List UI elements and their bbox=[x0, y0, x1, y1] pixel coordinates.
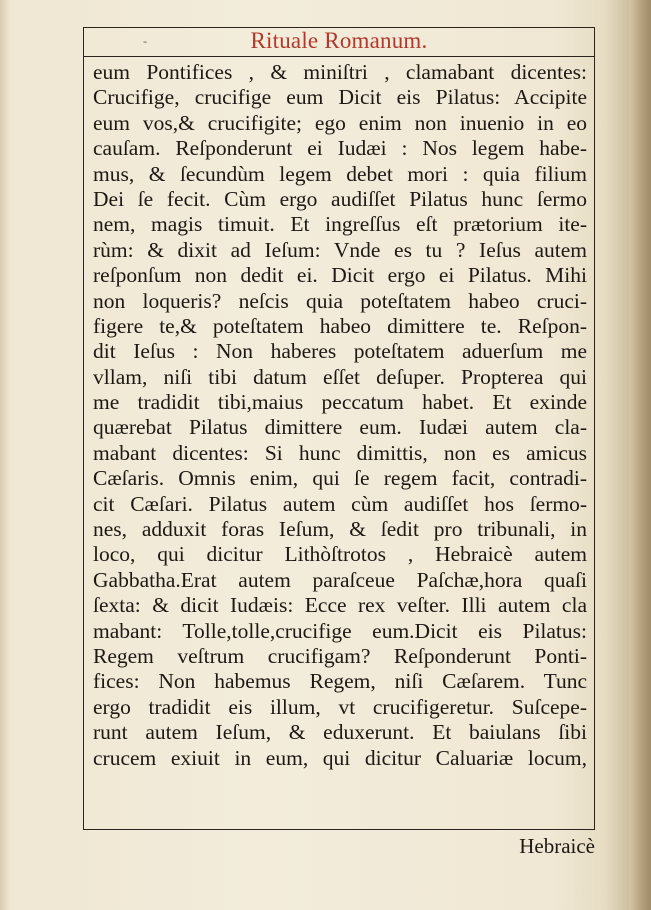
text-line: me tradidit tibi,maius peccatum habet. Et exinde bbox=[93, 390, 587, 415]
text-line: fices: Non habemus Regem, niſi Cæſarem. Tunc bbox=[93, 669, 587, 694]
text-line: Cæſaris. Omnis enim, qui ſe regem facit, contradi- bbox=[93, 466, 587, 491]
text-line: runt autem Ieſum, & eduxerunt. Et baiulans ſibi bbox=[93, 720, 587, 745]
text-line: mabant: Tolle,tolle,crucifige eum.Dicit eis Pilatus: bbox=[93, 618, 587, 643]
header-rule-bottom bbox=[83, 56, 595, 57]
text-line: Regem veſtrum crucifigam? Reſponderunt Ponti- bbox=[93, 643, 587, 668]
text-line: loco, qui dicitur Lithòſtrotos , Hebraicè autem bbox=[93, 542, 587, 567]
running-head: Rituale Romanum. bbox=[250, 28, 428, 53]
text-line: ergo tradidit eis illum, vt crucifigeretur. Suſcepe- bbox=[93, 694, 587, 719]
book-spine bbox=[629, 0, 651, 910]
text-line: ſexta: & dicit Iudæis: Ecce rex veſter. Illi autem cla bbox=[93, 593, 587, 618]
page-left-edge bbox=[0, 0, 10, 910]
text-line: mabant dicentes: Si hunc dimittis, non es amicus bbox=[93, 440, 587, 465]
body-text bbox=[93, 60, 587, 771]
text-line: figere te,& poteſtatem habeo dimittere te. Reſpon- bbox=[93, 313, 587, 338]
text-line: Crucifige, crucifige eum Dicit eis Pilatus: Accipite bbox=[93, 85, 587, 110]
text-line: quærebat Pilatus dimittere eum. Iudæi autem cla- bbox=[93, 415, 587, 440]
margin-mark: - bbox=[143, 34, 147, 48]
text-line: rùm: & dixit ad Ieſum: Vnde es tu ? Ieſus autem bbox=[93, 237, 587, 262]
text-line: eum Pontifices , & miniſtri , clamabant dicentes: bbox=[93, 60, 587, 84]
text-line: eum vos,& crucifigite; ego enim non inuenio in eo bbox=[93, 110, 587, 135]
text-line: non loqueris? neſcis quia poteſtatem habeo cruci- bbox=[93, 288, 587, 313]
footer-rule bbox=[83, 829, 595, 830]
text-line: Gabbatha.Erat autem paraſceue Paſchæ,hora quaſi bbox=[93, 567, 587, 592]
text-line: nes, adduxit foras Ieſum, & ſedit pro tribunali, in bbox=[93, 517, 587, 542]
text-line: cit Cæſari. Pilatus autem cùm audiſſet hos ſermo- bbox=[93, 491, 587, 516]
catchword: Hebraicè bbox=[519, 834, 595, 858]
text-line: crucem exiuit in eum, qui dicitur Caluariæ locum, bbox=[93, 745, 587, 770]
text-line: nem, magis timuit. Et ingreſſus eſt prætorium ite- bbox=[93, 212, 587, 237]
text-line: cauſam. Reſponderunt ei Iudæi : Nos legem habe- bbox=[93, 136, 587, 161]
text-line: Dei ſe fecit. Cùm ergo audiſſet Pilatus hunc ſermo bbox=[93, 186, 587, 211]
text-line: dit Ieſus : Non haberes poteſtatem aduerſum me bbox=[93, 339, 587, 364]
text-line: vllam, niſi tibi datum eſſet deſuper. Propterea qui bbox=[93, 364, 587, 389]
text-line: reſponſum non dedit ei. Dicit ergo ei Pilatus. Mihi bbox=[93, 263, 587, 288]
text-line: mus, & ſecundùm legem debet mori : quia filium bbox=[93, 161, 587, 186]
